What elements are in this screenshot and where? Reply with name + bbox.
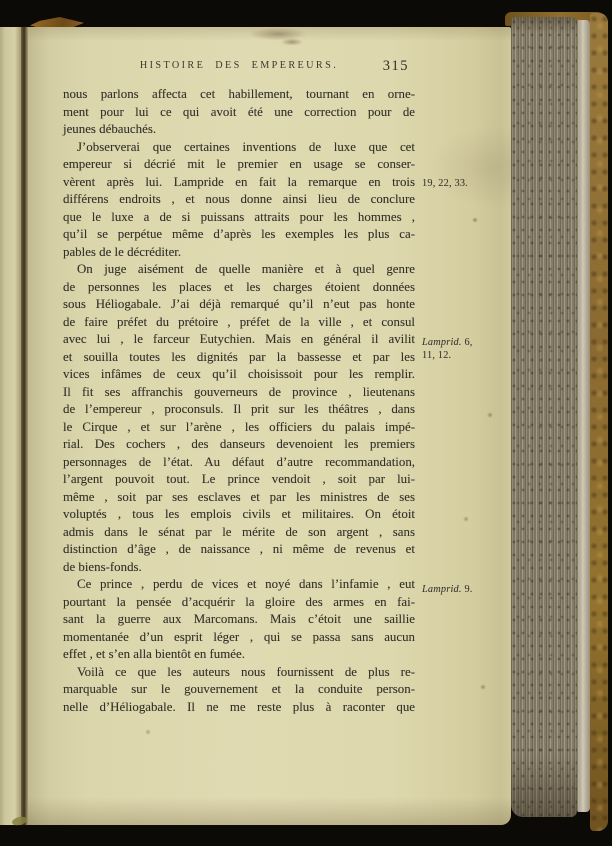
book-page: [28, 27, 511, 825]
text-line: vices infâmes de ceux qu’il choisissoit pour les remplir.: [63, 367, 415, 381]
book-cover-edge: [590, 13, 608, 831]
citation-ref: Lamprid.: [422, 584, 462, 595]
text-line: de personnes les places et les charges étoient données: [63, 279, 415, 294]
text-line: J’observerai que certaines inventions de luxe que cet: [77, 139, 415, 154]
citation-locs: 19, 22, 33.: [422, 178, 468, 189]
text-line: pables de le décréditer.: [63, 244, 182, 259]
text-line: et souilla toutes les dignités par la bassesse et par les: [63, 349, 415, 364]
fore-edge-pages: [511, 17, 577, 817]
running-title: HISTOIRE DES EMPEREURS.: [139, 60, 339, 71]
citation-locs: 9.: [464, 584, 473, 595]
text-line: de l’empereur , proconsuls. Il prit sur les théâtres , dans: [63, 402, 415, 416]
text-line: qu’il se perpétue même d’après les exemples les plus ca-: [63, 227, 415, 241]
text-line: nelle d’Héliogabale. Il ne me reste plus à raconter que: [63, 699, 415, 714]
citation-locs: 6, 11, 12.: [422, 337, 473, 361]
text-line: jeunes débauchés.: [63, 122, 157, 136]
text-line: On juge aisément de quelle manière et à quel genre: [77, 262, 415, 276]
text-line: le Cirque , et sur l’arène , les officiers du palais impé-: [63, 419, 415, 434]
text-line: sant la guerre aux Marcomans. Mais c’étoit une saillie: [63, 612, 415, 626]
text-line: empereur si décrié mit le premier en usage se conser-: [63, 157, 415, 171]
text-line: de faire préfet du prétoire , préfet de la ville , et consul: [63, 314, 415, 329]
page-number: 315: [382, 58, 409, 74]
facing-page-edge: [0, 27, 21, 825]
text-line: l’argent pouvoit tout. Le prince vendoit , soit par lui-: [63, 472, 415, 486]
margin-note-citation-3: [422, 583, 492, 596]
margin-note-citation-1: [422, 177, 506, 190]
text-line: rial. Des cochers , des danseurs devenoient les premiers: [63, 437, 415, 451]
text-line: Il fit ses affranchis gouverneurs de province , lieutenans: [63, 384, 415, 399]
text-line: différens endroits , et nous donne ainsi lieu de conclure: [63, 192, 415, 206]
text-line: sous Héliogabale. J’ai déjà remarqué qu’il n’eut pas honte: [63, 297, 415, 311]
text-line: distinction d’âge , de naissance , ni même de revenus et: [63, 542, 415, 556]
text-line: momentanée d’un esprit léger , qui se passa sans aucun: [63, 629, 415, 644]
text-line: ment pour lui ce qui avoit été une correction pour de: [63, 104, 415, 119]
fore-edge-highlight: [577, 20, 590, 812]
text-line: Ce prince , perdu de vices et noyé dans l’infamie , eut: [77, 577, 415, 591]
body-text: [63, 86, 415, 716]
text-line: pourtant la pensée d’acquérir la gloire des armes en fai-: [63, 594, 415, 609]
text-line: même , soit par ses esclaves et par les ministres de ses: [63, 489, 415, 504]
text-line: admis dans le sénat par le mérite de son argent , sans: [63, 524, 415, 539]
text-line: que le luxe a de si puissans attraits pour les hommes ,: [63, 209, 415, 224]
text-line: marquable sur le gouvernement et la conduite person-: [63, 682, 415, 696]
text-line: nous parlons affecta cet habillement, tournant en orne-: [63, 87, 415, 101]
text-line: personnages de l’état. Au défaut d’autre recommandation,: [63, 454, 415, 469]
page-header: [63, 60, 415, 80]
margin-note-citation-2: [422, 336, 480, 362]
text-line: voluptés , tous les emplois civils et militaires. On étoit: [63, 507, 415, 521]
text-line: Voilà ce que les auteurs nous fournissent de plus re-: [77, 664, 415, 679]
text-line: avec lui , le farceur Eutychien. Mais en général il avilit: [63, 332, 415, 346]
text-line: de biens-fonds.: [63, 559, 142, 574]
text-line: effet , et s’en alla bientôt en fumée.: [63, 647, 245, 661]
citation-ref: Lamprid.: [422, 337, 462, 348]
text-line: vèrent après lui. Lampride en fait la remarque en trois: [63, 174, 415, 189]
